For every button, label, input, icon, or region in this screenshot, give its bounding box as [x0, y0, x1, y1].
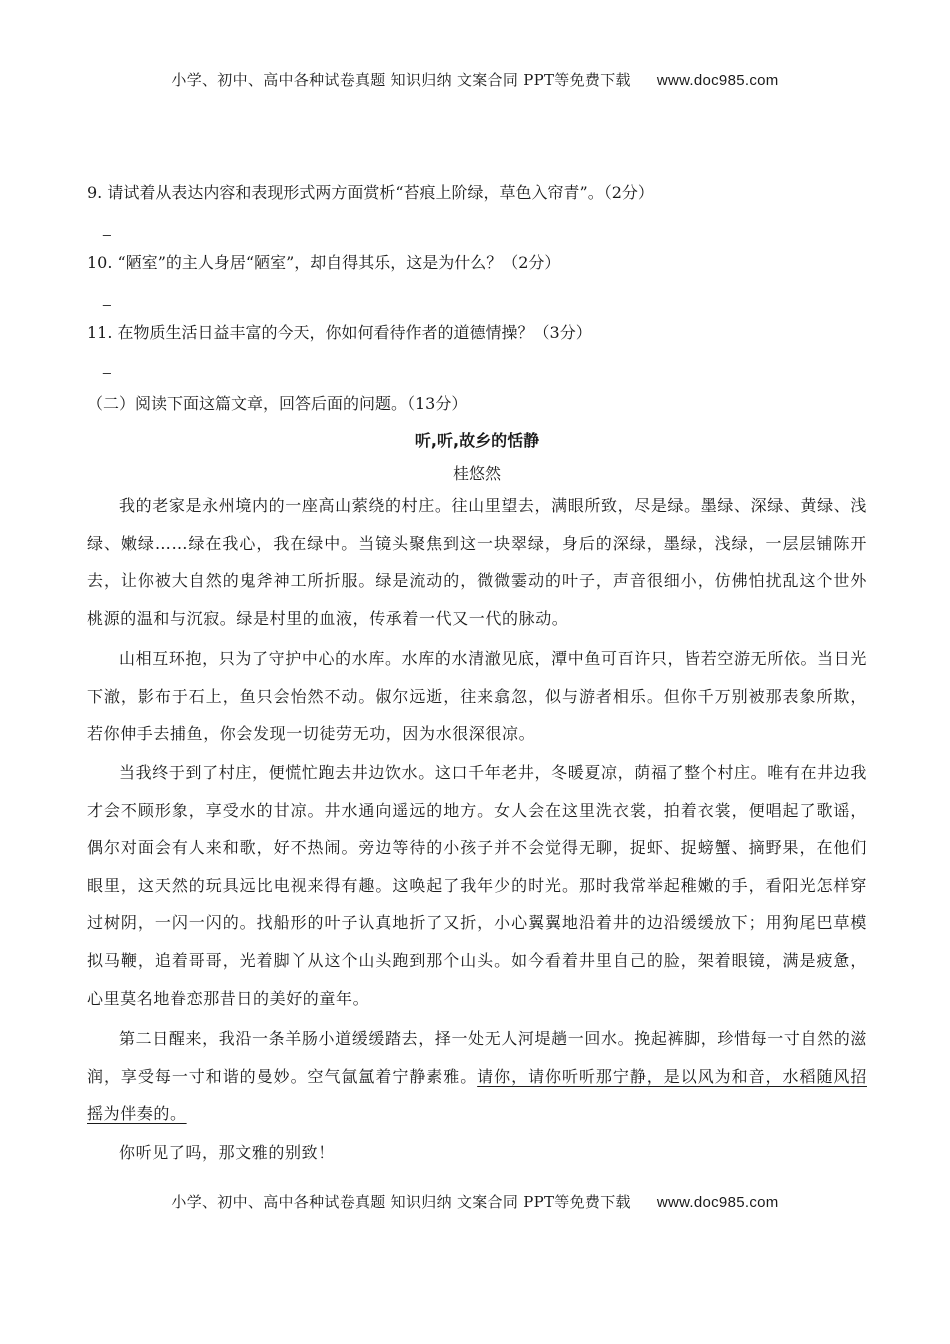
article-paragraph-5: 你听见了吗，那文雅的别致！ — [119, 1143, 335, 1162]
answer-blank-11[interactable]: _ — [103, 358, 111, 374]
article-paragraph-2: 山相互环抱，只为了守护中心的水库。水库的水清澈见底，潭中鱼可百许只，皆若空游无所依。当日光下澈，影布于石上，鱼只会怡然不动。俶尔远逝，往来翕忽，似与游者相乐。但你千万别被那表象所欺，若你伸手去捕鱼，你会发现一切徒劳无功，因为水很深很凉。 — [87, 649, 867, 744]
article-title: 听,听,故乡的恬静 — [414, 431, 540, 450]
footer-url[interactable]: www.doc985.com — [656, 1194, 779, 1211]
answer-blank-10[interactable]: _ — [103, 290, 111, 306]
section-heading: （二）阅读下面这篇文章，回答后面的问题。（13分） — [87, 394, 468, 413]
header-url[interactable]: www.doc985.com — [656, 72, 779, 89]
question-11: 11. 在物质生活日益丰富的今天，你如何看待作者的道德情操？（3分） — [87, 323, 592, 342]
answer-blank-9[interactable]: _ — [103, 220, 111, 236]
header-text: 小学、初中、高中各种试卷真题 知识归纳 文案合同 PPT等免费下载 — [171, 71, 631, 89]
paragraph-4-text: 第二日醒来，我沿一条羊肠小道缓缓踏去，择一处无人河堤趟一回水。挽起裤脚，珍惜每一寸自然的滋润，享受每一寸和谐的曼妙。空气氤氲着宁静素雅。 — [87, 1029, 867, 1086]
page-footer — [0, 1191, 950, 1212]
footer-text: 小学、初中、高中各种试卷真题 知识归纳 文案合同 PPT等免费下载 — [171, 1193, 631, 1211]
article-paragraph-1: 我的老家是永州境内的一座高山萦绕的村庄。往山里望去，满眼所致，尽是绿。墨绿、深绿、黄绿、浅绿、嫩绿……绿在我心，我在绿中。当镜头聚焦到这一块翠绿，身后的深绿，墨绿，浅绿，一层层铺陈开去，让你被大自然的鬼斧神工所折服。绿是流动的，微微霎动的叶子，声音很细小，仿佛怕扰乱这个世外桃源的温和与沉寂。绿是村里的血液，传承着一代又一代的脉动。 — [87, 496, 867, 628]
underlined-sentence: 请你，请你听听那宁静，是以风为和音，水稻随风招摇为伴奏的。 — [87, 1066, 867, 1124]
page-header — [0, 69, 950, 90]
article-paragraph-3: 当我终于到了村庄，便慌忙跑去井边饮水。这口千年老井，冬暖夏凉，荫福了整个村庄。唯有在井边我才会不顾形象，享受水的甘凉。井水通向遥远的地方。女人会在这里洗衣裳，拍着衣裳，便唱起了歌谣，偶尔对面会有人来和歌，好不热闹。旁边等待的小孩子并不会觉得无聊，捉虾、捉螃蟹、摘野果，在他们眼里，这天然的玩具远比电视来得有趣。这唤起了我年少的时光。那时我常举起稚嫩的手，看阳光怎样穿过树阴，一闪一闪的。找船形的叶子认真地折了又折，小心翼翼地沿着井的边沿缓缓放下；用狗尾巴草模拟马鞭，追着哥哥，光着脚丫从这个山头跑到那个山头。如今看着井里自己的脸，架着眼镜，满是疲惫，心里莫名地眷恋那昔日的美好的童年。 — [87, 763, 867, 1008]
article-author: 桂悠然 — [452, 464, 501, 483]
question-9: 9. 请试着从表达内容和表现形式两方面赏析“苔痕上阶绿，草色入帘青”。（2分） — [87, 183, 654, 202]
question-10: 10. “陋室”的主人身居“陋室”，却自得其乐，这是为什么？（2分） — [87, 253, 561, 272]
article-paragraph-4 — [87, 1020, 867, 1133]
